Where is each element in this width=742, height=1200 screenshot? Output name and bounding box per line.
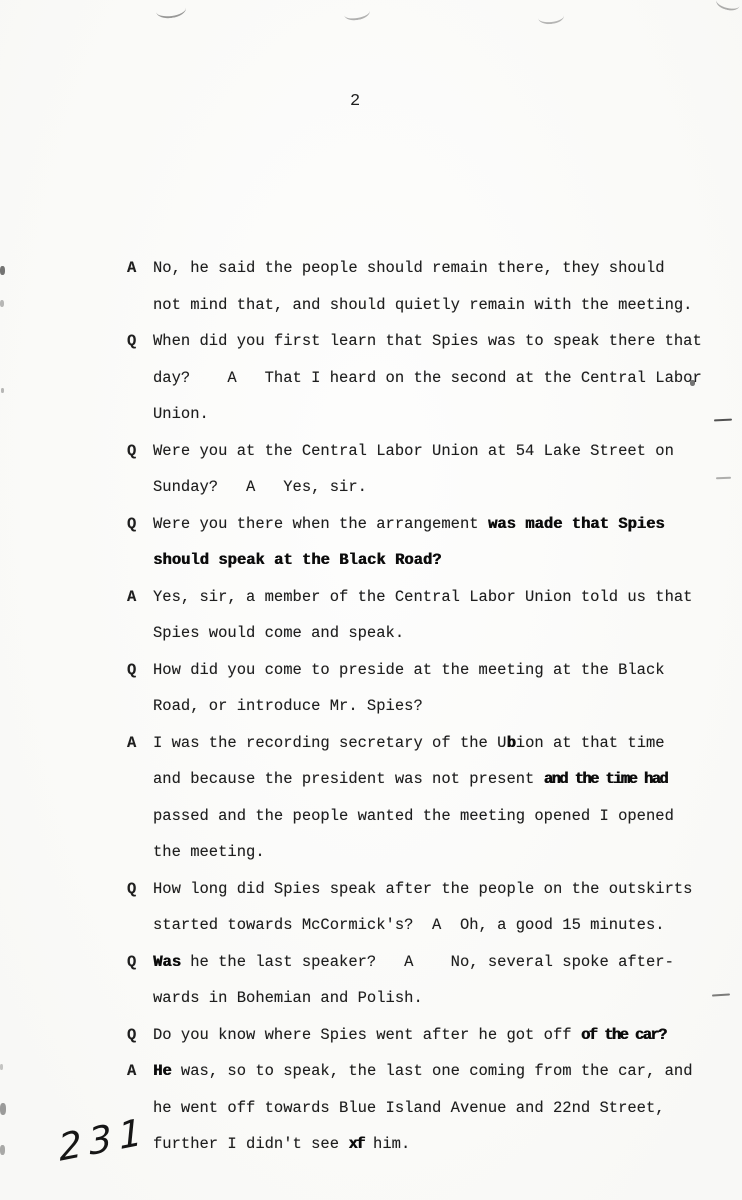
transcript-line	[0, 871, 742, 908]
speaker-label: Q	[127, 1025, 137, 1044]
transcript-line	[0, 360, 742, 397]
transcript	[0, 250, 742, 1163]
line-text	[153, 551, 441, 569]
text-segment: further I didn't see	[153, 1135, 349, 1153]
line-text	[153, 296, 693, 314]
line-text	[153, 1135, 410, 1153]
line-text	[153, 1099, 665, 1117]
line-text	[153, 807, 674, 825]
overstruck-text: of the car?	[580, 1025, 666, 1044]
line-text	[153, 624, 404, 642]
text-segment: Yes, sir, a member of the Central Labor Union told us that	[153, 587, 693, 606]
speaker-label: Q	[127, 660, 137, 679]
overstruck-text: He	[153, 1062, 172, 1080]
transcript-line	[0, 688, 742, 725]
text-segment: No, he said the people should remain there, they should	[153, 259, 665, 277]
line-text	[153, 442, 674, 460]
line-text	[153, 478, 367, 496]
text-segment: Sunday? A Yes, sir.	[153, 478, 367, 496]
transcript-line	[0, 652, 742, 689]
transcript-line	[0, 761, 742, 798]
transcript-line	[0, 944, 742, 981]
text-segment: not mind that, and should quietly remain with the meeting.	[153, 295, 693, 314]
speaker-label: A	[127, 733, 137, 752]
line-text	[153, 515, 665, 533]
text-segment: Were you there when the arrangement	[153, 514, 488, 533]
transcript-line	[0, 323, 742, 360]
text-segment: him.	[363, 1135, 411, 1153]
overstruck-text: b	[506, 733, 516, 752]
overstruck-text: was made that Spies	[487, 514, 665, 533]
line-text	[153, 661, 665, 679]
line-text	[153, 259, 665, 277]
text-segment: Spies would come and speak.	[153, 624, 405, 642]
overstruck-text: should speak at the Black Road?	[153, 551, 442, 569]
line-text	[153, 953, 674, 971]
speaker-label: Q	[127, 952, 137, 971]
transcript-line	[0, 287, 742, 324]
text-segment: he the last speaker? A No, several spoke after-	[180, 952, 674, 971]
speaker-label: A	[127, 587, 137, 606]
page-number: 2	[350, 92, 362, 111]
text-segment: and because the president was not present	[153, 770, 544, 788]
speaker-label: A	[127, 259, 137, 277]
speaker-label: A	[127, 1062, 137, 1080]
transcript-line	[0, 469, 742, 506]
text-segment: Union.	[153, 405, 209, 423]
line-text	[153, 770, 667, 788]
line-text	[153, 369, 702, 387]
transcript-line	[0, 1053, 742, 1090]
text-segment: passed and the people wanted the meeting opened I opened	[153, 806, 674, 825]
line-text	[153, 989, 423, 1007]
speaker-label: Q	[127, 441, 137, 460]
speaker-label: Q	[127, 514, 137, 533]
overstruck-text: Was	[153, 952, 181, 971]
line-text	[153, 697, 423, 715]
text-segment: he went off towards Blue Island Avenue and 22nd Street,	[153, 1098, 665, 1117]
ink-smudge	[343, 4, 371, 22]
ink-smudge	[715, 0, 742, 13]
text-segment: day? A That I heard on the second at the Central Labor	[153, 368, 702, 387]
transcript-line	[0, 579, 742, 616]
transcript-line	[0, 907, 742, 944]
text-segment: ion at that time	[515, 733, 665, 752]
text-segment: Do you know where Spies went after he got off	[153, 1025, 581, 1044]
transcript-line	[0, 542, 742, 579]
text-segment: started towards McCormick's? A Oh, a good 15 minutes.	[153, 916, 665, 934]
line-text	[153, 405, 209, 423]
text-segment: wards in Bohemian and Polish.	[153, 989, 423, 1007]
text-segment: was, so to speak, the last one coming from the car, and	[171, 1062, 693, 1080]
transcript-line	[0, 615, 742, 652]
transcript-line	[0, 980, 742, 1017]
handwritten-page-number: 231	[56, 1109, 151, 1170]
line-text	[153, 588, 693, 606]
transcript-line	[0, 250, 742, 287]
overstruck-text: and the time had	[543, 770, 667, 788]
text-segment: How long did Spies speak after the people on the outskirts	[153, 879, 693, 898]
transcript-line	[0, 506, 742, 543]
overstruck-text: xf	[348, 1135, 364, 1153]
transcript-line	[0, 1017, 742, 1054]
speaker-label: Q	[127, 879, 137, 898]
text-segment: the meeting.	[153, 843, 265, 861]
line-text	[153, 1062, 693, 1080]
text-segment: Were you at the Central Labor Union at 54 Lake Street on	[153, 441, 674, 460]
text-segment: Road, or introduce Mr. Spies?	[153, 697, 423, 715]
ink-smudge	[537, 9, 564, 26]
line-text	[153, 734, 665, 752]
text-segment: I was the recording secretary of the U	[153, 733, 507, 752]
line-text	[153, 880, 693, 898]
line-text	[153, 843, 265, 861]
transcript-line	[0, 396, 742, 433]
line-text	[153, 332, 702, 350]
speaker-label: Q	[127, 332, 137, 350]
transcript-line	[0, 433, 742, 470]
text-segment: When did you first learn that Spies was to speak there that	[153, 332, 702, 350]
text-segment: How did you come to preside at the meeting at the Black	[153, 660, 665, 679]
ink-smudge	[155, 0, 187, 20]
transcript-line	[0, 798, 742, 835]
transcript-line	[0, 725, 742, 762]
line-text	[153, 916, 665, 934]
line-text	[153, 1026, 666, 1044]
transcript-line	[0, 834, 742, 871]
